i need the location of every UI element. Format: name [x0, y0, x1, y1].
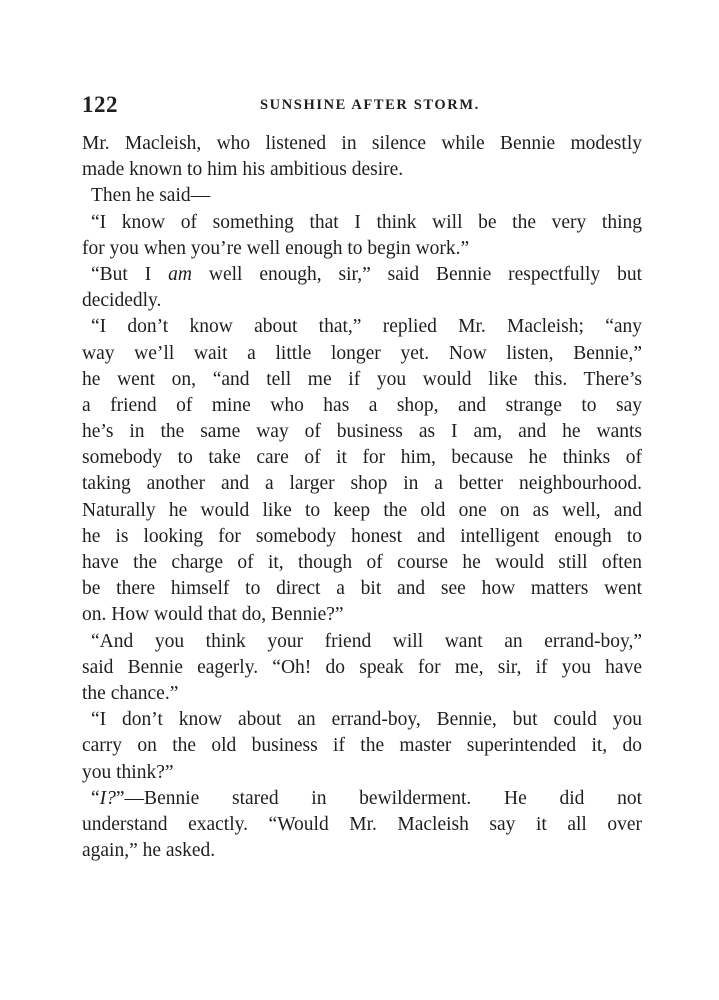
text-line: Mr. Macleish, who listened in silence while Bennie modestly	[82, 133, 642, 154]
page-header	[82, 92, 642, 122]
text-line: on. How would that do, Bennie?”	[82, 604, 344, 626]
text-line: “I know of something that I think will be the very thing	[91, 211, 642, 233]
text-line: he’s in the same way of business as I am, and he wants	[82, 421, 642, 443]
text-line: Naturally he would like to keep the old one on as well, and	[82, 499, 642, 521]
text-line: said Bennie eagerly. “Oh! do speak for me, sir, if you have	[82, 656, 642, 678]
text-line: he went on, “and tell me if you would like this. There’s	[82, 368, 642, 390]
body-text	[82, 131, 642, 864]
text-line: somebody to take care of it for him, because he thinks of	[82, 447, 642, 469]
text-line: you think?”	[82, 761, 174, 783]
text-line: carry on the old business if the master superintended it, do	[82, 735, 642, 757]
italic-text-run: I?	[99, 787, 116, 809]
text-line: be there himself to direct a bit and see how matters went	[82, 578, 642, 600]
text-run: well enough, sir,” said Bennie respectfully but	[191, 263, 642, 285]
text-line: “I don’t know about an errand-boy, Bennie, but could you	[91, 709, 642, 731]
text-line: “And you think your friend will want an errand-boy,”	[91, 630, 642, 652]
text-line: again,” he asked.	[82, 840, 216, 862]
text-line: he is looking for somebody honest and intelligent enough to	[82, 525, 642, 547]
italic-text-run: am	[168, 263, 192, 285]
text-run: “But I	[91, 263, 169, 285]
text-line: for you when you’re well enough to begin work.”	[82, 237, 470, 259]
text-line	[82, 786, 642, 812]
text-line: decidedly.	[82, 290, 162, 312]
text-line	[82, 262, 642, 288]
text-line: a friend of mine who has a shop, and strange to say	[82, 394, 642, 416]
text-line: understand exactly. “Would Mr. Macleish say it all over	[82, 813, 642, 835]
running-title: SUNSHINE AFTER STORM.	[260, 97, 480, 113]
text-line: have the charge of it, though of course he would still often	[82, 552, 642, 573]
text-run: “	[91, 787, 100, 809]
text-line: taking another and a larger shop in a better neighbourhood.	[82, 473, 642, 495]
page-number: 122	[82, 92, 118, 117]
text-line: Then he said—	[91, 185, 211, 207]
text-line: “I don’t know about that,” replied Mr. Macleish; “any	[91, 316, 642, 338]
text-line: made known to him his ambitious desire.	[82, 159, 404, 181]
text-run: ”—Bennie stared in bewilderment. He did not	[115, 787, 642, 809]
text-line: the chance.”	[82, 682, 179, 704]
text-line: way we’ll wait a little longer yet. Now listen, Bennie,”	[82, 342, 642, 364]
